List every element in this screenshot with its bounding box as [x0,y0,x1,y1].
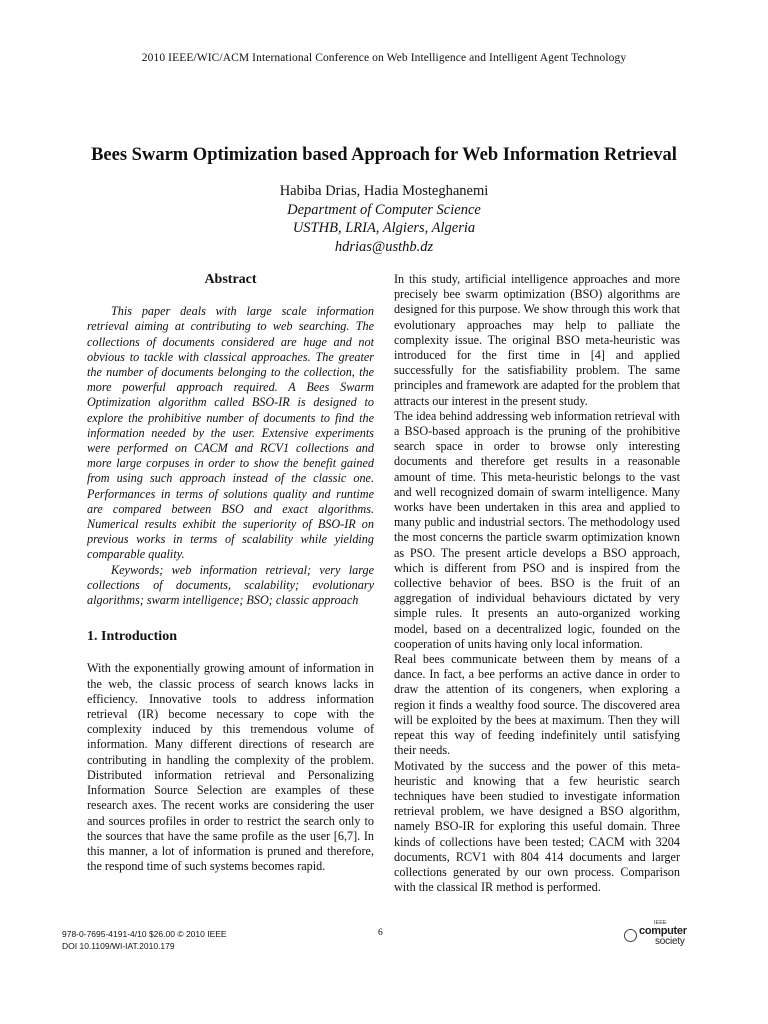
introduction-heading: 1. Introduction [87,629,177,645]
ieee-computer-society-logo [624,920,714,948]
author-affiliation: USTHB, LRIA, Algiers, Algeria [292,220,476,236]
introduction-paragraph: With the exponentially growing amount of information in the web, the classic process of search knows lacks in efficiency. Innovative tools to address information retrieval (IR) become necessary to cope with the complexity induced by this tremendous volume of information. Many different directions of research are contributing in handling the complexity of the problem. Distributed information retrieval and Personalizing Information Source Selection are examples of these research axes. The recent works are considering the user and sources profiles in order to restrict the search only to the sources that have the same profile as the user [6,7]. In this manner, a lot of information is pruned and therefore, the respond time of such systems becomes rapid. [87,661,374,874]
abstract-heading: Abstract [204,272,257,287]
right-paragraph-2: The idea behind addressing web information retrieval with a BSO-based approach is the pruning of the prohibitive search space in order to browse only interesting documents and therefore get results in a reasonable amount of time. This meta-heuristic belongs to the vast and well recognized domain of swarm intelligence. Many works have been undertaken in this area and applied to many public and industrial sectors. The methodology used the most concerns the particle swarm optimization known as PSO. The present article develops a BSO approach, which is different from PSO and is inspired from the collective behavior of bees. BSO is the fruit of an aggregation of individual behaviours dictated by very simple rules. It presents an auto-organized working model, based on a decentralized logic, founded on the cooperation of units having only local information. [394,408,680,651]
footer-doi: DOI 10.1109/WI-IAT.2010.179 [62,941,175,951]
author-names: Habiba Drias, Hadia Mosteghanemi [279,183,489,199]
right-paragraph-3: Real bees communicate between them by means of a dance. In fact, a bee performs an active dance in order to draw the attention of its congeners, when exploring a region it finds a wealthy food source. The discovered area will be exploited by the bees at maximum. Then they will repeat this way of feeding indefinitely until satisfying their needs. [394,652,680,758]
logo-ieee-text: IEEE [654,920,667,926]
paper-title: Bees Swarm Optimization based Approach for Web Information Retrieval [91,145,677,165]
page-number: 6 [378,928,383,938]
keywords: Keywords; web information retrieval; very large collections of documents, scalability; evolutionary algorithms; swarm intelligence; BSO; classic approach [87,562,374,608]
abstract-text: This paper deals with large scale information retrieval aiming at contributing to web searching. The collections of documents considered are huge and not obvious to tackle with classical approaches. The greater the number of documents belonging to the collection, the more powerful approach required. A Bees Swarm Optimization algorithm called BSO-IR is designed to explore the prohibitive number of documents to find the information needed by the user. Extensive experiments were performed on CACM and RCV1 collections and more large corpuses in order to show the benefit gained from using such approach instead of the classic one. Performances in terms of solutions quality and runtime are compared between BSO and exact algorithms. Numerical results exhibit the superiority of BSO-IR on previous works in terms of scalability while yielding comparable quality. [87,304,374,562]
right-column [394,272,680,895]
logo-computer-text: computer [639,925,687,937]
footer-info [62,928,227,952]
author-email[interactable]: hdrias@usthb.dz [334,238,434,255]
author-block [0,182,768,256]
globe-icon [624,929,637,942]
logo-society-text: society [655,936,685,947]
conference-header: 2010 IEEE/WIC/ACM International Conference on Web Intelligence and Intelligent Agent Technology [141,52,627,64]
author-department: Department of Computer Science [287,201,481,218]
footer-isbn: 978-0-7695-4191-4/10 $26.00 © 2010 IEEE [62,929,227,939]
left-column [87,272,374,874]
right-paragraph-1: In this study, artificial intelligence approaches and more precisely bee swarm optimization (BSO) algorithms are designed for this purpose. We show through this work that evolutionary approaches may help to palliate the complexity issue. The original BSO meta-heuristic was introduced for the first time in [4] and applied successfully for the satisfiability problem. The same principles and framework are adapted for the problem that attracts our interest in the present study. [394,272,680,408]
right-paragraph-4: Motivated by the success and the power of this meta-heuristic and knowing that a few heuristic search techniques have been studied to investigate information retrieval problem, we have designed a BSO algorithm, namely BSO-IR for exploring this useful domain. Three kinds of collections have been tested; CACM with 3204 documents, RCV1 with 804 414 documents and larger collections generated by our own process. Comparison with the classical IR method is performed. [394,758,680,895]
